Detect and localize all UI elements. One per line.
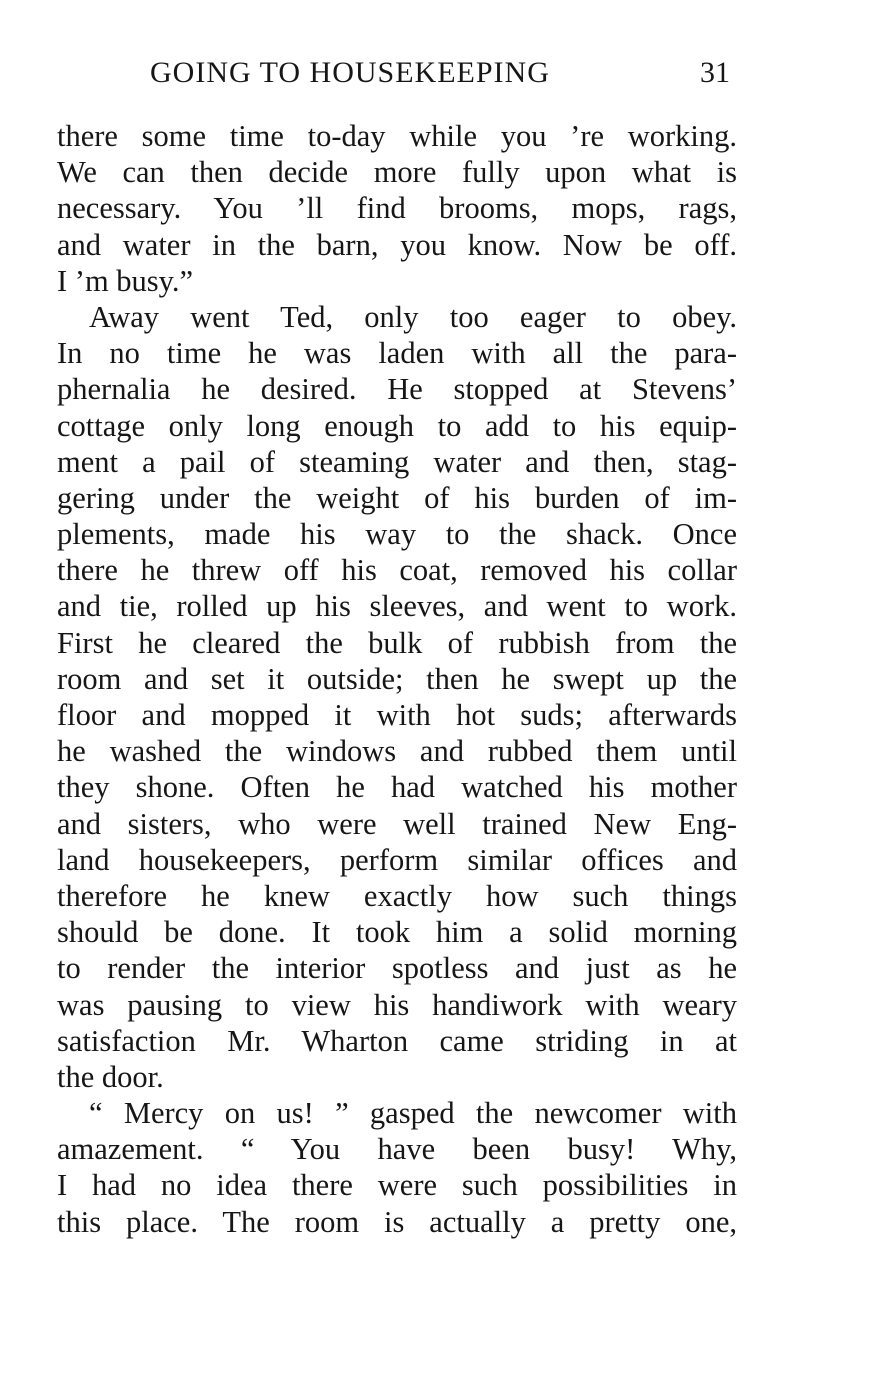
text-line: room and set it outside; then he swept up the	[57, 661, 737, 696]
text-line: plements, made his way to the shack. Once	[57, 517, 737, 552]
page-number: 31	[700, 56, 730, 89]
body-text	[57, 118, 737, 1240]
paragraph-start-line: Away went Ted, only too eager to obey.	[89, 299, 737, 334]
text-line: and sisters, who were well trained New Eng-	[57, 806, 737, 841]
text-line: cottage only long enough to add to his equip-	[57, 408, 737, 443]
text-line: was pausing to view his handiwork with weary	[57, 987, 737, 1022]
paragraph-start-line: “ Mercy on us! ” gasped the newcomer with	[89, 1096, 737, 1131]
text-line: satisfaction Mr. Wharton came striding in at	[57, 1023, 737, 1058]
running-head	[150, 56, 730, 96]
text-line: phernalia he desired. He stopped at Stevens’	[57, 372, 737, 407]
text-line: floor and mopped it with hot suds; afterwards	[57, 698, 737, 732]
text-line: to render the interior spotless and just as he	[57, 951, 737, 986]
text-line: necessary. You ’ll find brooms, mops, rags,	[57, 191, 737, 226]
text-line: this place. The room is actually a pretty one,	[57, 1204, 737, 1239]
text-line: I ’m busy.”	[57, 263, 194, 298]
text-line: In no time he was laden with all the para-	[57, 336, 737, 371]
text-line: We can then decide more fully upon what is	[57, 155, 737, 190]
text-line: gering under the weight of his burden of im-	[57, 480, 737, 515]
text-line: they shone. Often he had watched his mother	[57, 770, 737, 805]
text-line: and tie, rolled up his sleeves, and went to work.	[57, 589, 737, 624]
text-line: he washed the windows and rubbed them until	[57, 734, 737, 769]
text-line: I had no idea there were such possibilities in	[57, 1168, 737, 1203]
text-line: there some time to-day while you ’re working.	[57, 119, 737, 153]
text-line: the door.	[57, 1059, 164, 1094]
text-line: First he cleared the bulk of rubbish from the	[57, 625, 737, 660]
text-line: should be done. It took him a solid morning	[57, 915, 737, 950]
text-line: and water in the barn, you know. Now be off.	[57, 227, 737, 262]
running-title: GOING TO HOUSEKEEPING	[150, 56, 550, 89]
text-line: amazement. “ You have been busy! Why,	[57, 1132, 737, 1167]
text-line: land housekeepers, perform similar offices and	[57, 842, 737, 877]
text-line: therefore he knew exactly how such things	[57, 878, 737, 913]
text-line: there he threw off his coat, removed his collar	[57, 553, 737, 588]
text-line: ment a pail of steaming water and then, stag-	[57, 444, 737, 479]
